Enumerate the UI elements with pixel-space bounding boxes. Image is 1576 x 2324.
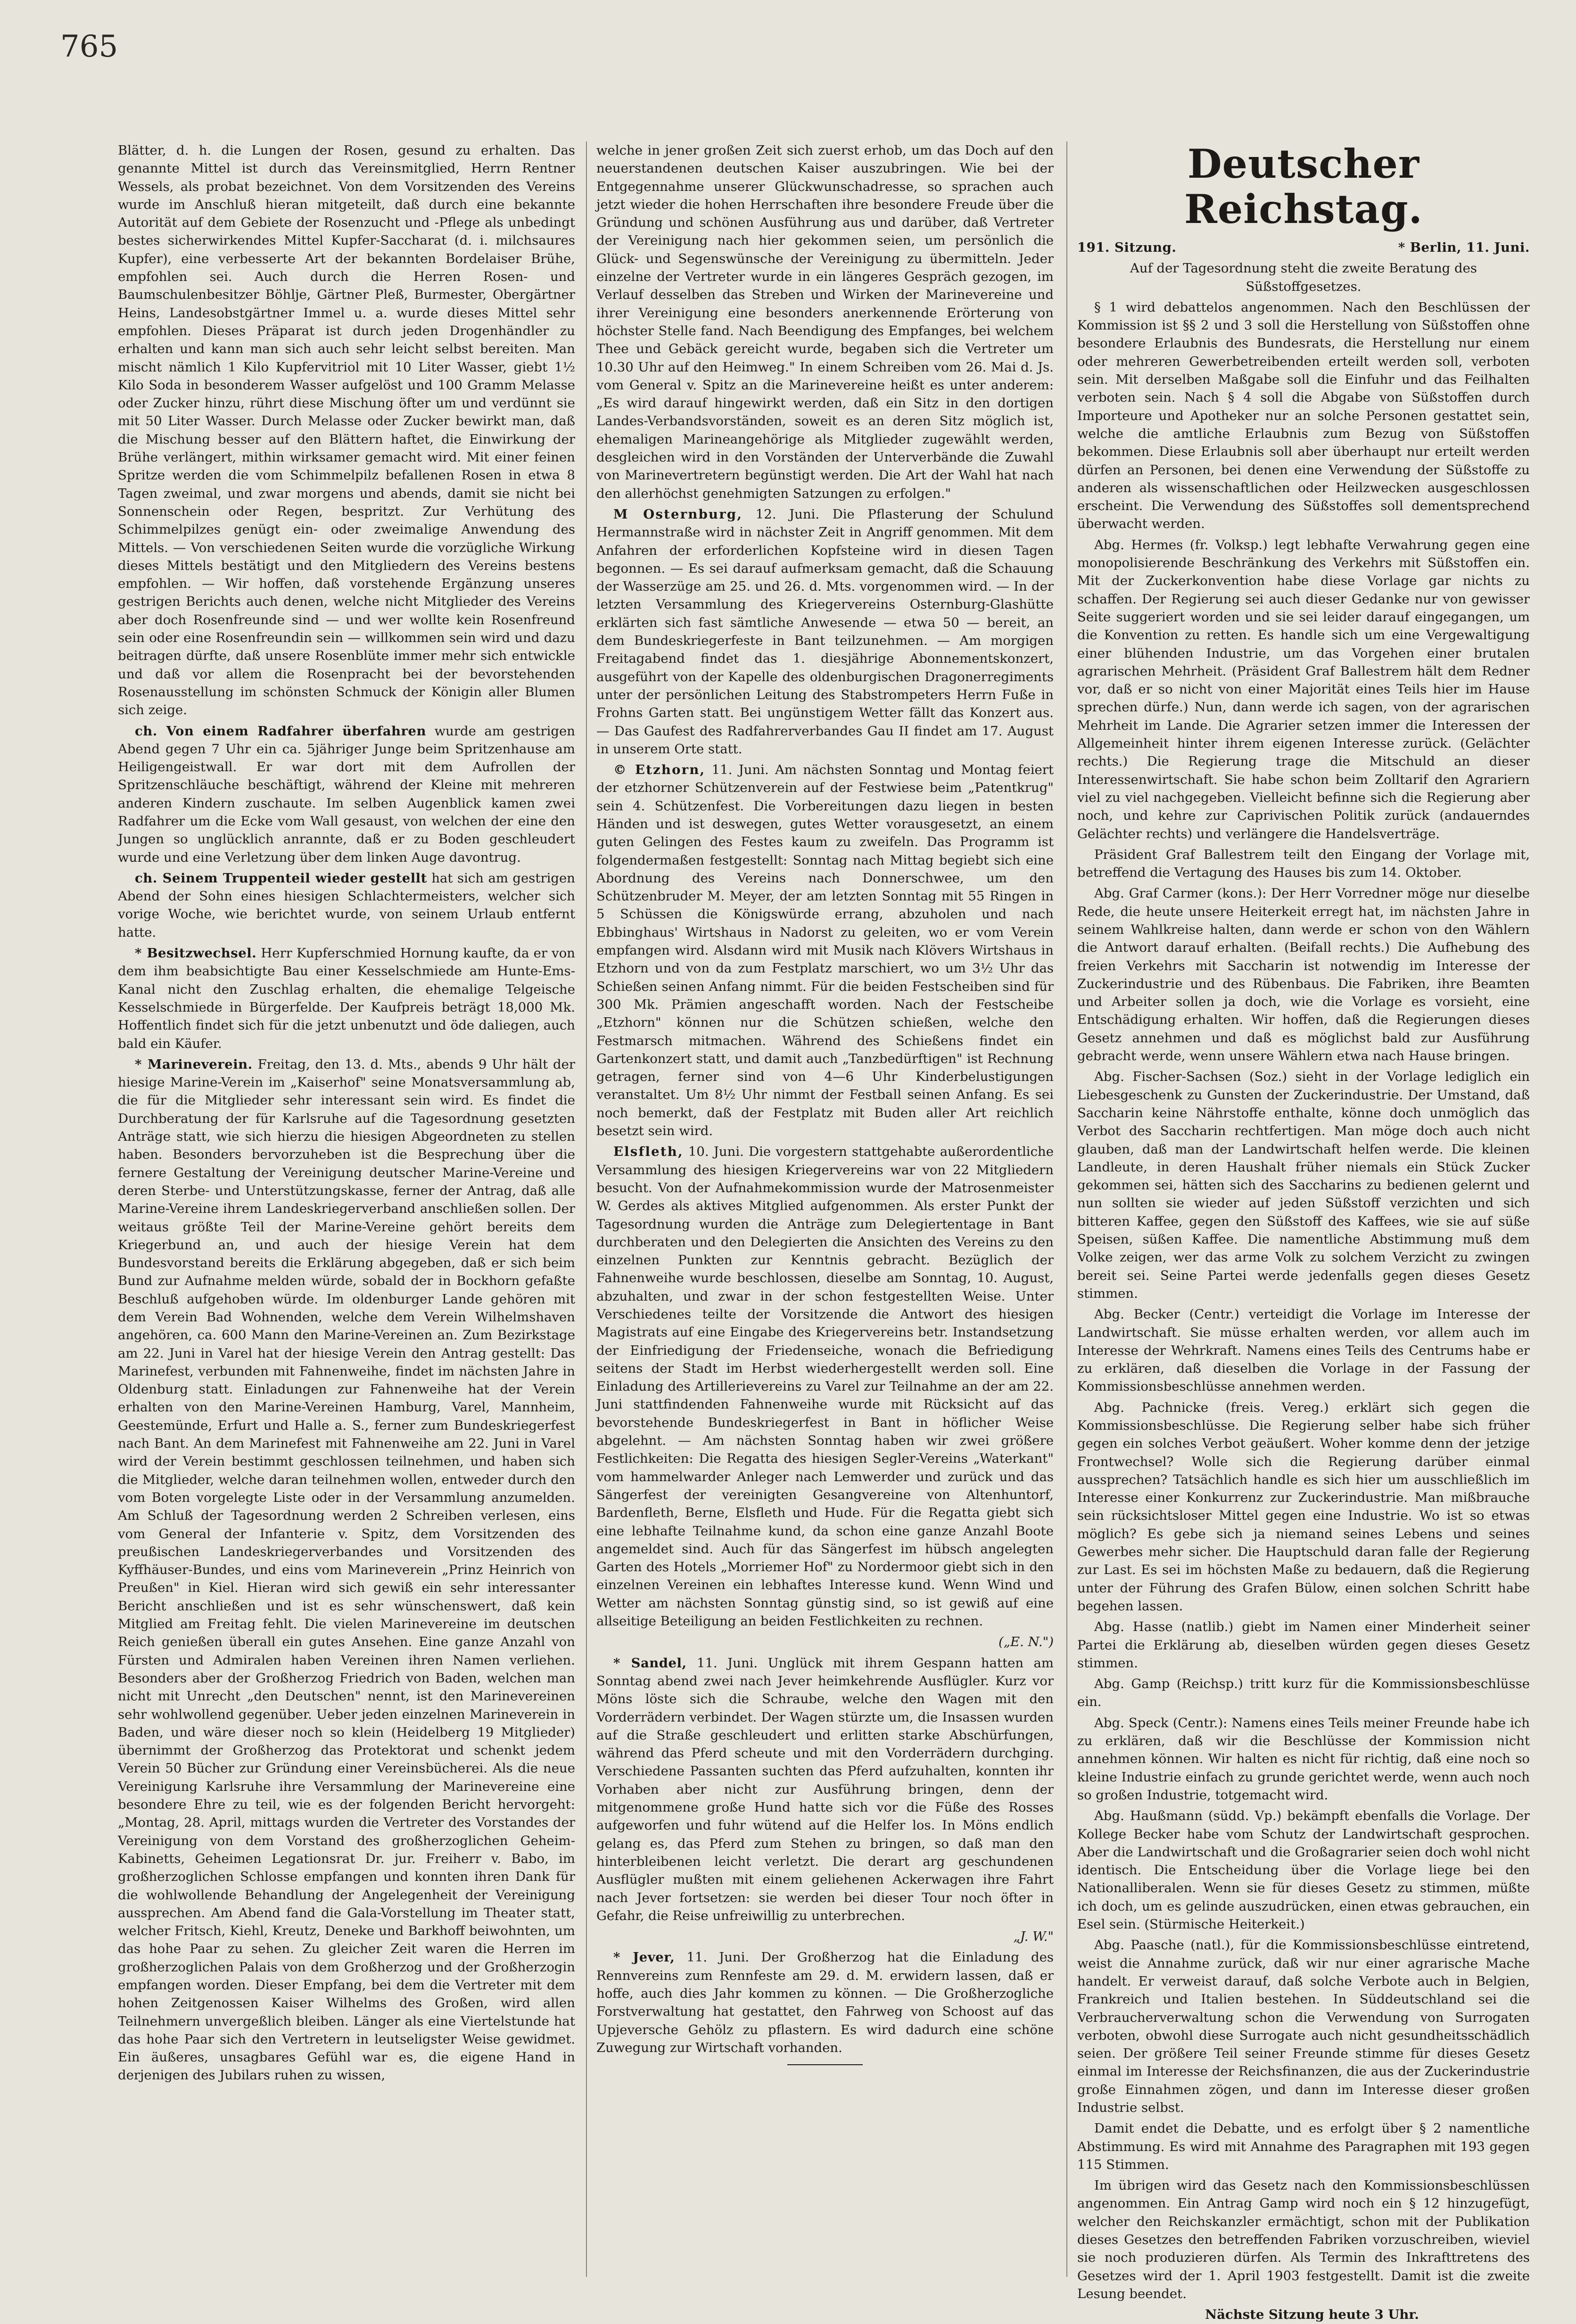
session-number: 191. Sitzung. — [1077, 240, 1177, 255]
debate-paragraph: Abg. Hermes (fr. Volksp.) legt lebhafte Verwahrung gegen eine monopolisierende Beschränkung des Verkehrs mit Süßstoffen ein. Mit der Zuckerkonvention habe diese Vorlage gar nichts zu schaffen. Der Regierung sei auch dieser Gedanke nur von gewisser Seite suggeriert worden und sie sei leider darauf eingegangen, um die Konvention zu retten. Es handle sich um eine Vergewaltigung einer blühenden Industrie, um das Vorgehen einer brutalen agrarischen Mehrheit. (Präsident Graf Ballestrem hält dem Redner vor, daß er so nicht von einer Majorität eines Teils hier im Hause sprechen dürfe.) Nun, dann werde ich sagen, von der agrarischen Mehrheit im Lande. Die Agrarier setzen immer die Interessen der Allgemeinheit hinter ihrem eigenen Interesse zurück. (Gelächter rechts.) Die Regierung trage die Mitschuld an dieser Interessenwirtschaft. Sie habe schon beim Zolltarif den Agrariern viel zu viel nachgegeben. Vielleicht befinne sich die Regierung aber noch, und kehre zur Caprivischen Politik zurück (andauerndes Gelächter rechts) und verlängere die Handelsverträge. — [1077, 537, 1530, 841]
source-signature: „J. W." — [1013, 1929, 1054, 1945]
article-rose-care-continued: Blätter, d. h. die Lungen der Rosen, gesund zu erhalten. Das genannte Mittel ist durch das Vereinsmitglied, Herrn Rentner Wessels, als probat bezeichnet. Von dem Vorsitzenden des Vereins wurde im Anschluß hieran mitgeteilt, daß durch eine bekannte Autorität auf dem Gebiete der Rosenzucht und -Pflege als unbedingt bestes sicherwirkendes Mittel Kupfer-Saccharat (d. i. milchsaures Kupfer), eine verbesserte Art der bekannten Bordelaiser Brühe, empfohlen sei. Auch durch die Herren Rosen- und Baumschulenbesitzer Böhlje, Gärtner Pleß, Burmester, Obergärtner Heins, Landesobstgärtner Immel u. a. wurde dieses Mittel sehr empfohlen. Dieses Präparat ist durch jeden Drogenhändler zu erhalten und kann man sich auch sehr leicht selbst bereiten. Man mischt nämlich 1 Kilo Kupfervitriol mit 10 Liter Wasser, giebt 1½ Kilo Soda in besonderem Wasser aufgelöst und 100 Gramm Melasse oder Zucker hinzu, rührt diese Mischung öfter um und verdünnt sie mit 50 Liter Wasser. Durch Melasse oder Zucker bewirkt man, daß die Mischung besser auf den Blättern haftet, die Einwirkung der Brühe verlängert, mithin wirksamer gemacht wird. Mit einer feinen Spritze werden die vom Schimmelpilz befallenen Rosen in etwa 8 Tagen zweimal, und zwar morgens und abends, damit sie nicht bei Sonnenschein oder Regen, bespritzt. Zur Verhütung des Schimmelpilzes genügt ein- oder zweimalige Anwendung des Mittels. — Von verschiedenen Seiten wurde die vorzügliche Wirkung dieses Mittels bestätigt und den Mitgliedern des Vereins bestens empfohlen. — Wir hoffen, daß vorstehende Ergänzung unseres gestrigen Berichts auch denen, welche nicht Mitglieder des Vereins aber doch Rosenfreunde sind — und wer wollte kein Rosenfreund sein oder eine Rosenfreundin sein — willkommen sein wird und dazu beitragen dürfte, daß unsere Rosenblüte immer mehr sich entwickle und daß vor allem die Rosenpracht bei der bevorstehenden Rosenausstellung im schönsten Schmuck der Königin aller Blumen sich zeige. — [118, 143, 575, 718]
column-rule — [586, 141, 587, 2277]
debate-paragraph: Abg. Paasche (natl.), für die Kommissionsbeschlüsse eintretend, weist die Annahme zurück, daß wir nur einer agrarische Mache handelt. Er verweist darauf, daß solche Verbote auch in Belgien, Frankreich und Italien bestehen. In Süddeutschland sei die Verbraucherverwaltung schon die Verwendung von Surrogaten verboten, obwohl diese Surrogate auch nicht gesundheitsschädlich seien. Der größere Teil seiner Freunde stimme für dieses Gesetz einmal im Interesse der Reichsfinanzen, die aus der Zuckerindustrie große Einnahmen zögen, und dann im Interesse dieser großen Industrie selbst. — [1077, 1937, 1530, 2115]
article-body: 11. Juni. Der Großherzog hat die Einladung des Rennvereins zum Rennfeste am 29. d. M. erwidern lassen, daß er hoffe, auch dies Jahr kommen zu können. — Die Großherzogliche Forstverwaltung hat gestattet, den Fahrweg von Schoost auf das Upjeversche Gehölz zu pflastern. Es wird dadurch eine schöne Zuwegung zur Wirtschaft vorhanden. — [596, 1950, 1054, 2055]
article-heading: M Osternburg, — [613, 506, 743, 522]
article-heading: * Sandel, — [613, 1655, 687, 1671]
article-heading: * Besitzwechsel. — [135, 946, 257, 961]
article-body: wurde am gestrigen Abend gegen 7 Uhr ein ca. 5jähriger Junge beim Spritzenhause am Heiligengeistwall. Er war dort mit dem Aufrollen der Spritzenschläuche beschäftigt, während der Kleine mit mehreren anderen Kindern zuschaute. Im selben Augenblick kamen zwei Radfahrer um die Ecke vom Wall gesaust, von welchen der eine den Jungen so unglücklich anrannte, daß er zu Boden geschleudert wurde und eine Verletzung über dem linken Auge davontrug. — [118, 723, 575, 865]
debate-paragraph: Abg. Gamp (Reichsp.) tritt kurz für die Kommissionsbeschlüsse ein. — [1077, 1676, 1530, 1710]
debate-paragraph: Präsident Graf Ballestrem teilt den Eingang der Vorlage mit, betreffend die Vertagung des Hauses bis zum 14. Oktober. — [1077, 847, 1530, 881]
debate-paragraph: Abg. Graf Carmer (kons.): Der Herr Vorredner möge nur dieselbe Rede, die heute unsere Heiterkeit erregt hat, im nächsten Jahre in seinem Wahlkreise halten, dann werde er schon von den Wählern die Antwort darauf erhalten. (Beifall rechts.) Die Aufhebung des freien Verkehrs mit Saccharin ist notwendig im Interesse der Zuckerindustrie und des Rübenbaus. Die Fabriken, ihre Beamten und Arbeiter sollen ja doch, wie die Vorlage es vorsieht, eine Entschädigung erhalten. Wir hoffen, daß die Regierungen dieses Gesetz annehmen und daß es möglichst bald zur Ausführung gebracht werde, wenn unsere Wählern etwa nach Hause bringen. — [1077, 886, 1530, 1064]
article-jever — [596, 1948, 1054, 2057]
column-left — [118, 141, 575, 2277]
article-body: Freitag, den 13. d. Mts., abends 9 Uhr hält der hiesige Marine-Verein im „Kaiserhof" seine Monatsversammlung ab, die für die Mitglieder sehr interessant sein wird. Es findet die Durchberatung der für Karlsruhe auf die Tagesordnung gesetzten Anträge statt, wie sich hierzu die hiesigen Abgeordneten zu stellen haben. Besonders bervorzuheben ist die Besprechung über die fernere Gestaltung der Vereinigung deutscher Marine-Vereine und deren Sterbe- und Unterstützungskasse, ferner der Antrag, daß alle Marine-Vereine ihrem Landeskriegerverband anschließen sollen. Der weitaus größte Teil der Marine-Vereine gehört bereits dem Kriegerbund an, und auch der hiesige Verein hat dem Bundesvorstand bereits die Erklärung abgegeben, daß er sich beim Bund zur Aufnahme melden würde, sobald der in Bockhorn gefaßte Beschluß aufgehoben würde. Im oldenburger Lande gehören mit dem Verein Bad Wohnenden, welche dem Verein Wilhelmshaven angehören, ca. 600 Mann den Marine-Vereinen an. Zum Bezirkstage am 22. Juni in Varel hat der hiesige Verein den Antrag gestellt: Das Marinefest, verbunden mit Fahnenweihe, findet im nächsten Jahre in Oldenburg statt. Einladungen zur Fahnenweihe hat der Verein erhalten von den Marine-Vereinen Hamburg, Varel, Mannheim, Geestemünde, Erfurt und Halle a. S., ferner zum Bundeskriegerfest nach Bant. An dem Marinefest mit Fahnenweihe am 22. Juni in Varel wird der Verein bestimmt geschlossen teilnehmen, und haben sich die Mitglieder, welche daran teilnehmen wollen, entweder durch den vom Boten vorgelegte Liste oder in der Versammlung anzumelden. Am Schluß der Tagesordnung werden 2 Schreiben verlesen, eins vom General der Infanterie v. Spitz, dem Vorsitzenden des preußischen Landeskriegerverbandes und Vorsitzenden des Kyffhäuser-Bundes, und eins vom Marineverein „Prinz Heinrich von Preußen" in Kiel. Hieran wird sich gewiß ein sehr interessanter Bericht anschließen und ist es sehr wünschenswert, daß kein Mitglied am Freitag fehlt. Die vielen Marinevereine im deutschen Reich genießen überall ein gutes Ansehen. Eine ganze Anzahl von Fürsten und Admiralen haben Vereinen ihren Namen verliehen. Besonders aber der Großherzog Friedrich von Baden, welchen man nicht mit Unrecht „den Deutschen" nennt, ist den Marinevereinen sehr wohlwollend gegenüber. Ueber jeden einzelnen Marineverein in Baden, und wäre dieser noch so klein (Heidelberg 19 Mitglieder) übernimmt der Großherzog das Protektorat und schenkt jedem Verein 50 Bücher zur Gründung einer Vereinsbücherei. Als die neue Vereinigung Karlsruhe ihre Versammlung der Marinevereine eine besondere Ehre zu teil, wie es der folgenden Bericht hervorgeht: „Montag, 28. April, mittags wurden die Vertreter des Vorstandes der Vereinigung von dem Vorstand des großherzoglichen Geheim-Kabinetts, Geheimen Legationsrat Dr. jur. Freiherr v. Babo, im großherzoglichen Schlosse empfangen und konnten ihren Dank für die wohlwollende Behandlung der Angelegenheit der Vereinigung aussprechen. Am Abend fand die Gala-Vorstellung im Theater statt, welcher Fritsch, Kiehl, Kreutz, Deneke und Barkhoff beiwohnten, um das hohe Paar zu sehen. Zu gleicher Zeit waren die Herren im großherzoglichen Palais von dem Großherzog und der Großherzogin empfangen worden. Dieser Empfang, bei dem die Vertreter mit dem hohen Zeitgenossen Kaiser Wilhelms des Großen, wird allen Teilnehmern unvergeßlich bleiben. Länger als eine Viertelstunde hat das hohe Paar sich den Vertretern in leutseligster Weise gewidmet. Ein äußeres, unsagbares Gefühl war es, die eigene Hand in derjenigen des Jubilars ruhen zu wissen, — [118, 1056, 575, 2083]
section-masthead: Deutscher Reichstag. — [1184, 140, 1423, 232]
article-osternburg — [596, 505, 1054, 758]
debate-paragraph: Abg. Haußmann (südd. Vp.) bekämpft ebenfalls die Vorlage. Der Kollege Becker habe vom Schutz der Landwirtschaft gesprochen. Aber die Landwirtschaft und die Großagrarier seien doch wohl nicht identisch. Die Entscheidung über die Vorlage liege bei den Nationalliberalen. Wenn sie für dieses Gesetz zu stimmen, müßte ich doch, um es gelinde auszudrücken, einen etwas gebrauchen, ein Esel sein. (Stürmische Heiterkeit.) — [1077, 1808, 1530, 1932]
column-right — [1077, 140, 1530, 2323]
debate-paragraph: Damit endet die Debatte, und es erfolgt über § 2 namentliche Abstimmung. Es wird mit Annahme des Paragraphen mit 193 gegen 115 Stimmen. — [1077, 2121, 1530, 2172]
article-soldier-returned — [118, 869, 575, 941]
article-etzhorn — [596, 761, 1054, 1140]
article-cyclist-accident — [118, 722, 575, 866]
article-body: 11. Juni. Am nächsten Sonntag und Montag feiert der etzhorner Schützenverein auf der Festwiese beim „Patentkrug" sein 4. Schützenfest. Die Vorbereitungen dazu liegen in besten Händen und ist deswegen, gutes Wetter vorausgesetzt, an einem guten Gelingen des Festes kaum zu zweifeln. Das Programm ist folgendermaßen festgestellt: Sonntag nach Mittag begiebt sich eine Abordnung des Vereins nach Donnerschwee, um den Schützenbruder M. Meyer, der am letzten Sonntag mit 55 Ringen in 5 Schüssen die Königswürde errang, abzuholen und nach Ebbinghaus' Wirtshaus in Nadorst zu geleiten, wo er vom Verein empfangen wird. Alsdann wird mit Musik nach Klövers Wirtshaus in Etzhorn und von da zum Festplatz marschiert, wo um 3½ Uhr das Schießen seinen Anfang nimmt. Für die beiden Festscheiben sind für 300 Mk. Prämien angeschafft worden. Nach der Festscheibe „Etzhorn" können nur die Schützen schießen, welche den Festmarsch mitmachen. Während des Schießens findet ein Gartenkonzert statt, und damit auch „Tanzbedürftigen" ist Rechnung getragen, ferner sind von 4—6 Uhr Kinderbelustigungen veranstaltet. Um 8½ Uhr nimmt der Festball seinen Anfang. Es sei noch bemerkt, daß der Festplatz mit Buden aller Art reichlich besetzt sein wird. — [596, 762, 1054, 1139]
column-middle — [596, 141, 1054, 2277]
debate-paragraph: Abg. Becker (Centr.) verteidigt die Vorlage im Interesse der Landwirtschaft. Sie müsse erhalten werden, vor allem auch im Interesse der Wehrkraft. Namens eines Teils des Centrums habe er zu erklären, daß dieselben die Vorlage in der Fassung der Kommissionsbeschlüsse annehmen werden. — [1077, 1307, 1530, 1394]
article-body: 10. Juni. Die vorgestern stattgehabte außerordentliche Versammlung des hiesigen Kriegervereins war von 22 Mitgliedern besucht. Von der Aufnahmekommission wurde der Matrosenmeister W. Gerdes als aktives Mitglied aufgenommen. Als erster Punkt der Tagesordnung wurden die Anträge zum Delegiertentage in Bant durchberaten und den Delegierten die Ansichten des Vereins zu den einzelnen Punkten zur Kenntnis gebracht. Bezüglich der Fahnenweihe wurde beschlossen, dieselbe am Sonntag, 10. August, abzuhalten, und zwar in der schon festgestellten Weise. Unter Verschiedenes teilte der Vorsitzende die Antwort des hiesigen Magistrats auf eine Eingabe des Kriegervereins betr. Instandsetzung der Einfriedigung der Friedenseiche, wonach die Befriedigung seitens der Stadt im Herbst wiederhergestellt werden soll. Eine Einladung des Artillerievereins zu Varel zur Teilnahme an der am 22. Juni stattfindenden Fahnenweihe wurde mit Rücksicht auf das bevorstehende Bundeskriegerfest in Bant in höflicher Weise abgelehnt. — Am nächsten Sonntag haben wir zwei größere Festlichkeiten: Die Regatta des hiesigen Segler-Vereins „Waterkant" vom hammelwarder Anleger nach Lemwerder und zurück und das Sängerfest der vereinigten Gesangvereine von Altenhuntorf, Bardenfleth, Berne, Elsfleth und Hude. Für die Regatta giebt sich eine lebhafte Teilnahme kund, da schon eine ganze Anzahl Boote angemeldet sind. Auch für das Sängerfest im hübsch angelegten Garten des Hotels „Morriemer Hof" zu Nordermoor giebt sich in den einzelnen Vereinen ein lebhaftes Interesse kund. Wenn Wind und Wetter am nächsten Sonntag günstig sind, so ist gewiß auf eine allseitige Beteiligung an beiden Festlichkeiten zu rechnen. — [596, 1144, 1054, 1629]
article-body: 12. Juni. Die Pflasterung der Schulund Hermannstraße wird in nächster Zeit in Angriff genommen. Mit dem Anfahren der erforderlichen Kopfsteine wird in diesen Tagen begonnen. — Es sei darauf aufmerksam gemacht, daß die Schauung der Wasserzüge am 25. und 26. d. Mts. vorgenommen wird. — In der letzten Versammlung des Kriegervereins Osternburg-Glashütte erklärten sich fast sämtliche Anwesende — etwa 50 — bereit, an dem Bundeskriegerfeste in Bant teilzunehmen. — Am morgigen Freitagabend findet das 1. diesjährige Abonnementskonzert, ausgeführt von der Kapelle des oldenburgischen Dragonerregiments unter der persönlichen Leitung des Stabstrompeters Herrn Fuße in Frohns Garten statt. Bei ungünstigem Wetter fällt das Konzert aus. — Das Gaufest des Radfahrerverbandes Gau II findet am 17. August in unserem Orte statt. — [596, 506, 1054, 757]
source-signature: („E. N.") — [998, 1634, 1054, 1650]
session-line — [1077, 239, 1530, 256]
debate-paragraph: Abg. Hasse (natlib.) giebt im Namen einer Minderheit seiner Partei die Erklärung ab, dieselben würden gegen dieses Gesetz stimmen. — [1077, 1619, 1530, 1671]
dateline: * Berlin, 11. Juni. — [1398, 240, 1530, 255]
next-session-notice: Nächste Sitzung heute 3 Uhr. — [1205, 2307, 1419, 2323]
debate-paragraph: Abg. Fischer-Sachsen (Soz.) sieht in der Vorlage lediglich ein Liebesgeschenk zu Gunsten der Zuckerindustrie. Der Umstand, daß Saccharin keine Nährstoffe enthalte, könne doch unmöglich das Verbot des Saccharin rechtfertigen. Man möge doch auch nicht glauben, daß man der Landwirtschaft helfen werde. Die kleinen Landleute, in deren Haushalt früher niemals ein Stück Zucker gekommen sei, hätten sich des Saccharins zu bedienen gelernt und nun sollten sie wieder auf jeden Süßstoff verzichten und sich bitteren Kaffee, gegen den Süßstoff des Kaffees, wie sie auf süße Speisen, süßen Kaffee. Die namentliche Abstimmung muß dem Volke zeigen, wer das arme Volk zu solchem Verzicht zu zwingen bereit sei. Seine Partei werde jedenfalls gegen dieses Gesetz stimmen. — [1077, 1069, 1530, 1301]
article-marine-association — [118, 1055, 575, 2085]
article-heading: * Jever, — [613, 1950, 675, 1965]
article-marine-association-continued: welche in jener großen Zeit sich zuerst erhob, um das Doch auf den neuerstandenen deutschen Kaiser auszubringen. Wie bei der Entgegennahme unserer Glückwunschadresse, so sprachen auch jetzt wieder die hohen Herrschaften ihre besondere Freude über die Gründung und schönen Ausführung aus und darüber, daß Vertreter der Vereinigung nach hier gekommen seien, um persönlich die Glück- und Segenswünsche der Vereinigung zu übermitteln. Jeder einzelne der Vertreter wurde in ein längeres Gespräch gezogen, im Verlauf desselben das Streben und Wirken der Marinevereine und ihrer Vereinigung eine besonders anerkennende Erörterung von höchster Stelle fand. Nach Beendigung des Empfanges, bei welchem Thee und Gebäck gereicht wurde, begaben sich die Vertreter um 10.30 Uhr auf den Heimweg." In einem Schreiben vom 26. Mai d. Js. vom General v. Spitz an die Marinevereine heißt es unter anderem: „Es wird darauf hingewirkt werden, daß ein Sitz in den dortigen Landes-Verbandsvorständen, soweit es an deren Sitz möglich ist, ehemaligen Marineangehörige als Mitglieder zugewählt werden, desgleichen wird in den Vorständen der Unterverbände die Zuwahl von Marinevertretern begünstigt werden. Die Art der Wahl hat nach den allerhöchst genehmigten Satzungen zu erfolgen." — [596, 143, 1054, 501]
article-sandel — [596, 1654, 1054, 1925]
article-property-change — [118, 944, 575, 1053]
debate-paragraph: § 1 wird debattelos angenommen. Nach den Beschlüssen der Kommission ist §§ 2 und 3 soll die Herstellung von Süßstoffen ohne besondere Erlaubnis des Bundesrats, die Herstellung nur einem oder mehreren Gewerbetreibenden erteilt werden soll, verboten sein. Mit derselben Maßgabe soll die Einfuhr und das Feilhalten verboten sein. Nach § 4 soll die Abgabe von Süßstoffen durch Importeure und Apotheker nur an solche Personen gestattet sein, welche die amtliche Erlaubnis zum Bezug von Süßstoffen bekommen. Diese Erlaubnis soll aber überhaupt nur erteilt werden dürfen an Personen, bei denen eine Verwendung der Süßstoffe zu anderen als wissenschaftlichen oder Heilzwecken ausgeschlossen erscheint. Die Verwendung des Süßstoffes soll dementsprechend überwacht werden. — [1077, 299, 1530, 532]
debate-paragraph: Im übrigen wird das Gesetz nach den Kommissionsbeschlüssen angenommen. Ein Antrag Gamp wird noch ein § 12 hinzugefügt, welcher den Reichskanzler ermächtigt, schon mit der Publikation dieses Gesetzes den betreffenden Fabriken vorzuschreiben, wieviel sie noch produzieren dürfen. Als Termin des Inkrafttretens des Gesetzes wird der 1. April 1903 festgestellt. Damit ist die zweite Lesung beendet. — [1077, 2178, 1530, 2301]
section-divider — [787, 2064, 863, 2065]
debate-paragraph: Abg. Speck (Centr.): Namens eines Teils meiner Freunde habe ich zu erklären, daß wir die Beschlüsse der Kommission nicht annehmen können. Wir halten es nicht für richtig, daß eine noch so kleine Industrie einfach zu grunde gerichtet werde, wenn auch noch so großen Industrie, totgemacht wird. — [1077, 1715, 1530, 1803]
column-rule — [1066, 141, 1067, 2277]
article-heading: ch. Seinem Truppenteil wieder gestellt — [135, 870, 427, 886]
article-elsfleth — [596, 1143, 1054, 1630]
article-body: 11. Juni. Unglück mit ihrem Gespann hatten am Sonntag abend zwei nach Jever heimkehrende Ausflügler. Kurz vor Möns löste sich die Schraube, welche den Wagen mit den Vorderrädern verbindet. Der Wagen stürzte um, die Insassen wurden auf die Straße geschleudert und erlitten starke Abschürfungen, während das Pferd scheute und mit den Vorderrädern durchging. Verschiedene Passanten suchten das Pferd aufzuhalten, konnten ihr Vorhaben aber nicht zur Ausführung bringen, denn der mitgenommene große Hund hatte sich vor die Füße des Rosses aufgeworfen und fuhr wütend auf die Helfer los. In Möns endlich gelang es, das Pferd zum Stehen zu bringen, so daß man den hinterbleibenen leicht verletzt. Die derart arg geschundenen Ausflügler mußten mit einem geliehenen Ackerwagen ihre Fahrt nach Jever fortsetzen: sie werden bei dieser Tour noch öfter in Gefahr, die Reise unfreiwillig zu unterbrechen. — [596, 1655, 1054, 1923]
debate-paragraph: Abg. Pachnicke (freis. Vereg.) erklärt sich gegen die Kommissionsbeschlüsse. Die Regierung selber habe sich früher gegen ein solches Verbot geäußert. Woher komme denn der jetzige Frontwechsel? Wolle sich die Regierung darüber einmal aussprechen? Tatsächlich handle es sich hier um ausschließlich im Interesse einer Konkurrenz zur Zuckerindustrie. Man mißbrauche sein rücksichtsloser Mittel gegen eine Industrie. Wo ist so etwas möglich? Es gebe sich ja niemand seines Lebens und seines Gewerbes mehr sicher. Die Hauptschuld daran falle der Regierung zur Last. Es sei im höchsten Maße zu bedauern, daß die Regierung unter der Führung des Grafen Bülow, einen solchen Schritt habe begehen lassen. — [1077, 1400, 1530, 1614]
article-heading: Elsfleth, — [613, 1144, 684, 1160]
article-body: Herr Kupferschmied Hornung kaufte, da er von dem ihm beabsichtigte Bau einer Kesselschmiede am Hunte-Ems-Kanal nicht den Zuschlag erhalten, die ehemalige Telgeische Kesselschmiede in Bürgerfelde. Der Kaufpreis beträgt 18,000 Mk. Hoffentlich findet sich für die jetzt unbenutzt und öde daliegen, auch bald ein Käufer. — [118, 946, 575, 1051]
article-body: hat sich am gestrigen Abend der Sohn eines hiesigen Schlachtermeisters, welcher sich vorige Woche, wie berichtet wurde, von seinem Urlaub entfernt hatte. — [118, 870, 575, 940]
article-heading: © Etzhorn, — [613, 762, 706, 778]
article-heading: ch. Von einem Radfahrer überfahren — [135, 723, 427, 739]
agenda-line: Auf der Tagesordnung steht die zweite Beratung des Süßstoffgesetzes. — [1130, 261, 1477, 294]
page-number: 765 — [60, 29, 118, 64]
article-heading: * Marineverein. — [135, 1056, 253, 1072]
